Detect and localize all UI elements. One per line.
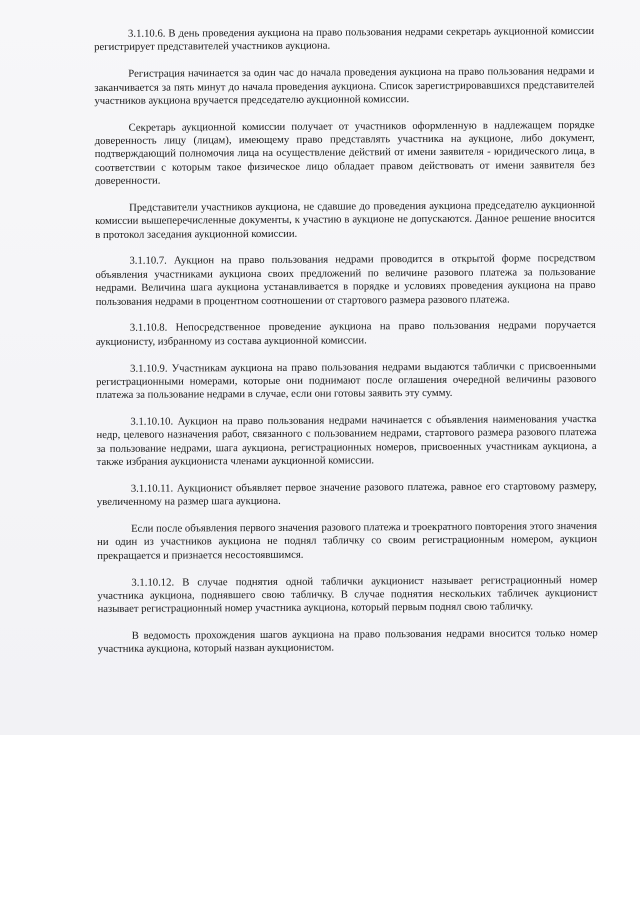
paragraph-3-1-10-10: 3.1.10.10. Аукцион на право пользования недрами начинается с объявления наименования участка недр, целевого назначения работ, связанного с пользованием недрами, стартового размера разового платежа за пользование недрами, шага аукциона, регистрационных номеров, присвоенных участникам аукциона, а также избрания аукциониста членами аукционной комиссии. — [96, 412, 597, 469]
paragraph-3-1-10-11: 3.1.10.11. Аукционист объявляет первое значение разового платежа, равное его стартовому размеру, увеличенному на размер шага аукциона. — [96, 479, 597, 509]
paragraph-no-bids: Если после объявления первого значения разового платежа и троекратного повторения этого значения ни один из участников аукциона не поднял табличку со своим регистрационным номером, аукцион прекращается и признается несостоявшимся. — [97, 519, 598, 562]
paragraph-3-1-10-6: 3.1.10.6. В день проведения аукциона на право пользования недрами секретарь аукционной комиссии регистрирует представителей участников аукциона. — [94, 24, 595, 54]
paragraph-representatives: Представители участников аукциона, не сдавшие до проведения аукциона председателю аукционной комиссии вышеперечисленные документы, к участию в аукционе не допускаются. Данное решение вносится в протокол заседания аукционной комиссии. — [95, 198, 596, 241]
paragraph-ledger: В ведомость прохождения шагов аукциона на право пользования недрами вносится только номер участника аукциона, который назван аукционистом. — [97, 627, 598, 656]
paragraph-3-1-10-8: 3.1.10.8. Непосредственное проведение аукциона на право пользования недрами поручается аукционисту, избранному из состава аукционной комиссии. — [95, 319, 596, 348]
paragraph-3-1-10-12: 3.1.10.12. В случае поднятия одной таблички аукционист называет регистрационный номер участника аукциона, поднявшего свою табличку. В случае поднятия нескольких табличек аукционист называет регистрационный номер участника аукциона, который первым поднял свою табличку. — [97, 573, 598, 616]
document-body — [94, 25, 598, 670]
paragraph-registration: Регистрация начинается за один час до начала проведения аукциона на право пользования недрами и заканчивается за пять минут до начала проведения аукциона. Список зарегистрировавшихся представителей участников аукциона вручается председателю аукционной комиссии. — [94, 65, 595, 107]
paragraph-3-1-10-9: 3.1.10.9. Участникам аукциона на право пользования недрами выдаются таблички с присвоенными регистрационными номерами, которые они поднимают после оглашения очередной величины разового платежа за пользование недрами в случае, если они готовы заявить эту сумму. — [96, 359, 597, 402]
paragraph-secretary: Секретарь аукционной комиссии получает от участников оформленную в надлежащем порядке доверенность лицу (лицам), имеющему право представлять участника на аукционе, либо документ, подтверждающий полномочия лица на осуществление действий от имени заявителя - юридического лица, в соответствии с которым такое физическое лицо обладает правом действовать от имени заявителя без доверенности. — [94, 118, 595, 188]
paragraph-3-1-10-7: 3.1.10.7. Аукцион на право пользования недрами проводится в открытой форме посредством объявления участниками аукциона своих предложений по величине разового платежа за пользование недрами. Величина шага аукциона устанавливается в порядке и условиях проведения аукциона на право пользования недрами в процентном соотношении от стартового размера разового платежа. — [95, 252, 596, 308]
